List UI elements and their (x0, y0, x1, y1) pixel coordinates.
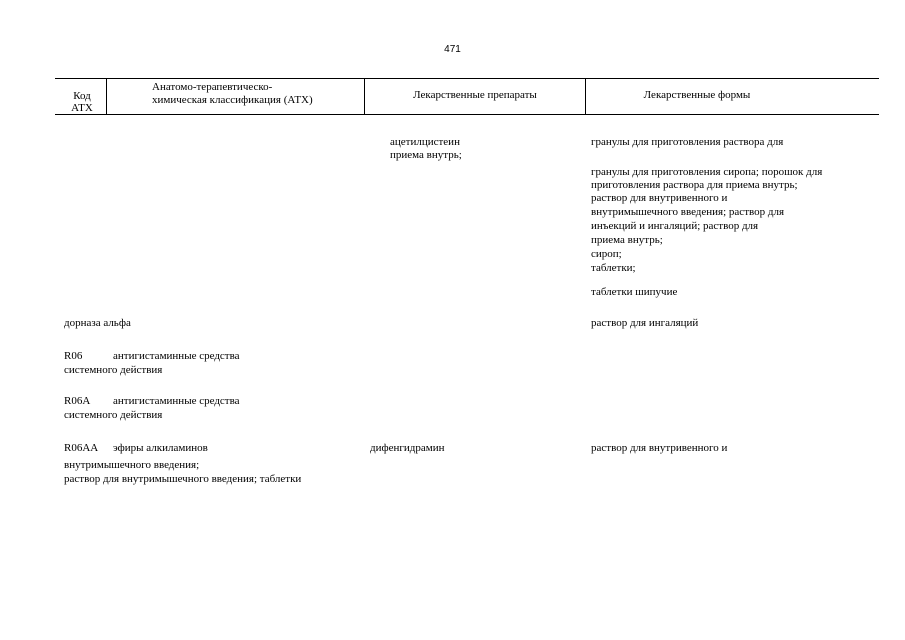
dosage-form: таблетки шипучие (591, 286, 678, 298)
dosage-form: гранулы для приготовления раствора для (591, 136, 784, 148)
dosage-form: сироп; (591, 248, 622, 260)
drug-name-wrap: приема внутрь; (390, 149, 462, 161)
dosage-form: раствор для внутривенного и (591, 192, 728, 204)
atc-name: антигистаминные средства (113, 395, 240, 407)
atc-name: антигистаминные средства (113, 350, 240, 362)
dosage-form: раствор для ингаляций (591, 317, 699, 329)
atc-code: R06AA (64, 442, 99, 454)
header-code-line2: АТХ (71, 102, 93, 114)
dosage-form: приготовления раствора для приема внутрь; (591, 179, 798, 191)
atc-name-wrap: системного действия (64, 409, 163, 421)
page-number: 471 (444, 44, 461, 55)
header-drugs: Лекарственные препараты (413, 89, 537, 101)
dosage-form: гранулы для приготовления сиропа; порошок для (591, 166, 823, 178)
header-code-line1: Код (73, 90, 91, 102)
header-bottom-rule (55, 114, 879, 115)
dosage-form: приема внутрь; (591, 234, 663, 246)
dosage-form: инъекций и ингаляций; раствор для (591, 220, 759, 232)
drug-name: дорназа альфа (64, 317, 131, 329)
dosage-form-wrap: раствор для внутримышечного введения; таблетки (64, 473, 302, 485)
drug-name: дифенгидрамин (370, 442, 445, 454)
column-divider (106, 79, 107, 115)
atc-name-wrap: системного действия (64, 364, 163, 376)
column-divider (585, 79, 586, 115)
drug-name: ацетилцистеин (390, 136, 460, 148)
column-divider (364, 79, 365, 115)
header-classification-line1: Анатомо-терапевтическо- (152, 81, 273, 93)
atc-name: эфиры алкиламинов (113, 442, 208, 454)
header-top-rule (55, 78, 879, 79)
atc-code: R06A (64, 395, 91, 407)
dosage-form-wrap: внутримышечного введения; (64, 459, 200, 471)
dosage-form: таблетки; (591, 262, 636, 274)
atc-code: R06 (64, 350, 83, 362)
dosage-form: раствор для внутривенного и (591, 442, 728, 454)
header-classification-line2: химическая классификация (АТХ) (152, 94, 313, 106)
header-forms: Лекарственные формы (643, 89, 751, 101)
dosage-form: внутримышечного введения; раствор для (591, 206, 785, 218)
